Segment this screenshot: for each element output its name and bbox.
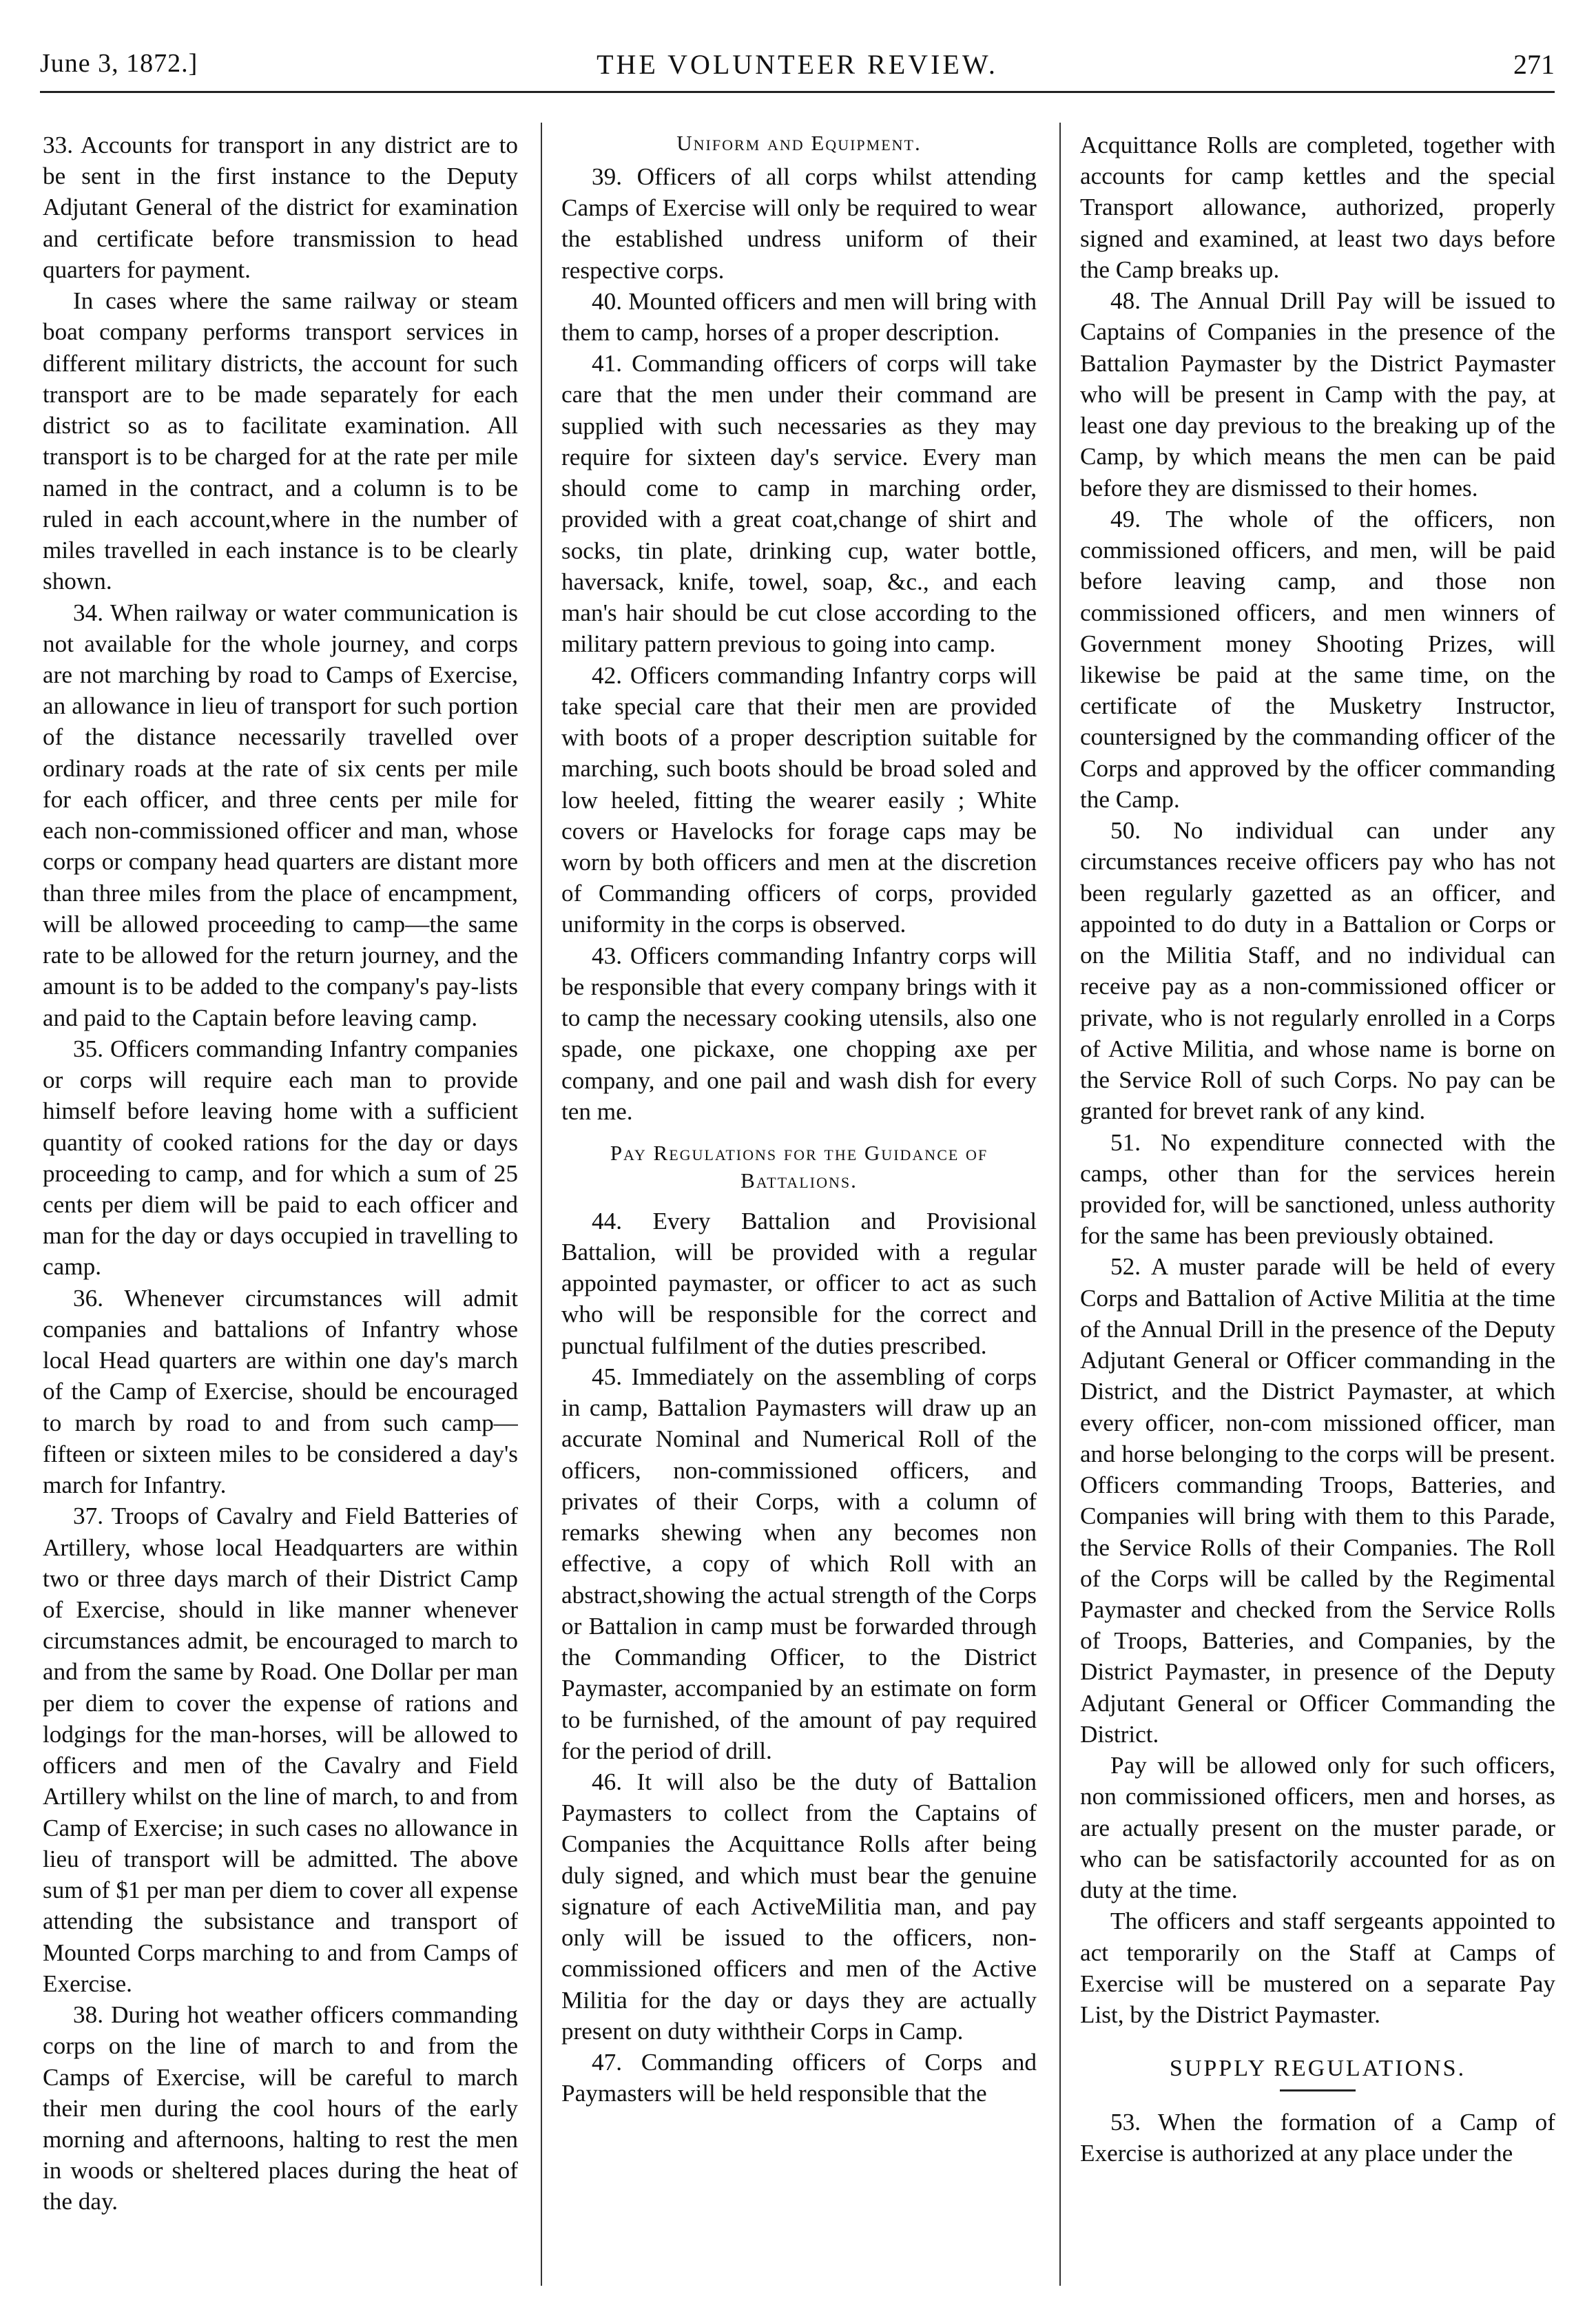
paragraph-39: 39. Officers of all corps whilst attending Camps of Exercise will only be required to wear the established undress uniform of their respective corps.	[561, 163, 1037, 284]
paragraph-44: 44. Every Battalion and Provisional Battalion, will be provided with a regular appointed paymaster, or officer to act as such who will be responsible for the correct and punctual fulfilment of the duties prescribed.	[561, 1207, 1037, 1359]
paragraph-41: 41. Commanding officers of corps will take care that the men under their command are supplied with such necessaries as they may require for sixteen day's service. Every man should come to camp in marching order, provided with a great coat,change of shirt and socks, tin plate, drinking cup, water bottle, haversack, knife, towel, soap, &c., and each man's hair should be cut close according to the military pattern previous to going into camp.	[561, 350, 1037, 658]
column-1	[43, 130, 518, 2286]
paragraph-43: 43. Officers commanding Infantry corps will be responsible that every company brings with it to camp the necessary cooking utensils, also one spade, one pickaxe, one chopping axe per company, and one pail and wash dish for every ten me.	[561, 942, 1037, 1125]
paragraph-51: 51. No expenditure connected with the camps, other than for the services herein provided for, will be sanctioned, unless authority for the same has been previously obtained.	[1080, 1128, 1555, 1250]
paragraph-48: 48. The Annual Drill Pay will be issued to Captains of Companies in the presence of the Battalion Paymaster by the District Paymaster who will be present in Camp with the pay, at least one day previous to the breaking up of the Camp, by which means the men can be paid before they are dismissed to their homes.	[1080, 287, 1555, 502]
paragraph-42: 42. Officers commanding Infantry corps will take special care that their men are provided with boots of a proper description suitable for marching, such boots should be broad soled and low heeled, fitting the wearer easily ; White covers or Havelocks for forage caps may be worn by both officers and men at the discretion of Commanding officers of corps, provided uniformity in the corps is observed.	[561, 661, 1037, 938]
header-rule	[40, 91, 1555, 93]
column-divider-2	[1059, 123, 1061, 2286]
paragraph-transport: In cases where the same railway or steam boat company performs transport services in different military districts, the account for such transport are to be made separately for each district so as to facilitate examination. All transport is to be charged for at the rate per mile named in the contract, and a column is to be ruled in each account,where in the number of miles travelled in each instance is to be clearly shown.	[43, 287, 518, 595]
paragraph-pay-allowance: Pay will be allowed only for such officers, non commissioned officers, men and horses, as are actually present on the muster parade, or who can be satisfactorily accounted for as on duty at the time.	[1080, 1752, 1555, 1904]
page-header	[40, 48, 1555, 110]
page-number: 271	[1513, 49, 1555, 80]
column-divider-1	[541, 123, 542, 2286]
section-heading-uniform: Uniform and Equipment.	[676, 131, 922, 155]
publication-title: THE VOLUNTEER REVIEW.	[597, 49, 998, 80]
paragraph-35: 35. Officers commanding Infantry companies or corps will require each man to provide himself before leaving home with a sufficient quantity of cooked rations for the day or days proceeding to camp, and for which a sum of 25 cents per diem will be paid to each officer and man for the day or days occupied in travelling to camp.	[43, 1035, 518, 1281]
paragraph-47: 47. Commanding officers of Corps and Paymasters will be held responsible that the	[561, 2049, 1037, 2107]
paragraph-staff-sergeants: The officers and staff sergeants appointed to act temporarily on the Staff at Camps of Exercise will be mustered on a separate Pay List, by the District Paymaster.	[1080, 1908, 1555, 2029]
paragraph-38: 38. During hot weather officers commanding corps on the line of march to and from the Camps of Exercise, will be careful to march their men during the cool hours of the early morning and afternoons, halting to rest the men in woods or sheltered places during the heat of the day.	[43, 2001, 518, 2215]
column-3	[1080, 130, 1555, 2286]
paragraph-34: 34. When railway or water communication is not available for the whole journey, and corps are not marching by road to Camps of Exercise, an allowance in lieu of transport for such portion of the distance necessarily travelled over ordinary roads at the rate of six cents per mile for each officer, and three cents per mile for each non-commissioned officer and man, whose corps or company head quarters are distant more than three miles from the place of encampment, will be allowed proceeding to camp—the same rate to be allowed for the return journey, and the amount is to be added to the company's pay-lists and paid to the Captain before leaving camp.	[43, 599, 518, 1031]
paragraph-36: 36. Whenever circumstances will admit companies and battalions of Infantry whose local Head quarters are within one day's march of the Camp of Exercise, should be encouraged to march by road to and from such camp—fifteen or sixteen miles to be considered a day's march for Infantry.	[43, 1284, 518, 1499]
paragraph-53: 53. When the formation of a Camp of Exercise is authorized at any place under the	[1080, 2108, 1555, 2167]
paragraph-47-continued: Acquittance Rolls are completed, together with accounts for camp kettles and the special Transport allowance, authorized, properly signed and examined, at least two days before the Camp breaks up.	[1080, 132, 1555, 283]
paragraph-50: 50. No individual can under any circumstances receive officers pay who has not been regularly gazetted as an officer, and appointed to do duty in a Battalion or Corps or on the Militia Staff, and no individual can receive pay as a non-commissioned officer or private, who is not regularly enrolled in a Corps of Active Militia, and whose name is borne on the Service Roll of such Corps. No pay can be granted for brevet rank of any kind.	[1080, 817, 1555, 1125]
issue-date: June 3, 1872.]	[40, 49, 198, 78]
paragraph-45: 45. Immediately on the assembling of corps in camp, Battalion Paymasters will draw up an accurate Nominal and Numerical Roll of the officers, non-commissioned officers, and privates of their Corps, with a column of remarks shewing when any becomes non effective, a copy of which Roll with an abstract,showing the actual strength of the Corps or Battalion in camp must be forwarded through the Commanding Officer, to the District Paymaster, accompanied by an estimate on form to be furnished, of the amount of pay required for the period of drill.	[561, 1363, 1037, 1764]
section-heading-supply: SUPPLY REGULATIONS.	[1169, 2056, 1467, 2082]
paragraph-33: 33. Accounts for transport in any district are to be sent in the first instance to the Deputy Adjutant General of the district for examination and certificate before transmission to head quarters for payment.	[43, 132, 518, 283]
section-heading-pay: Pay Regulations for the Guidance of Battalions.	[610, 1141, 988, 1192]
paragraph-49: 49. The whole of the officers, non commissioned officers, and men, will be paid before leaving camp, and those non commissioned officers, and men winners of Government money Shooting Prizes, will likewise be paid at the same time, on the certificate of the Musketry Instructor, countersigned by the commanding officer of the Corps and approved by the officer commanding the Camp.	[1080, 505, 1555, 813]
paragraph-37: 37. Troops of Cavalry and Field Batteries of Artillery, whose local Headquarters are within two or three days march of their District Camp of Exercise, should in like manner whenever circumstances admit, be encouraged to march to and from the same by Road. One Dollar per man per diem to cover the expense of rations and lodgings for the man-horses, will be allowed to officers and men of the Cavalry and Field Artillery whilst on the line of march, to and from Camp of Exercise; in such cases no allowance in lieu of transport will be admitted. The above sum of $1 per man per diem to cover all expense attending the subsistance and transport of Mounted Corps marching to and from Camps of Exercise.	[43, 1502, 518, 1997]
column-2	[561, 130, 1037, 2286]
paragraph-52: 52. A muster parade will be held of every Corps and Battalion of Active Militia at the time of the Annual Drill in the presence of the Deputy Adjutant General or Officer commanding in the District, and the District Paymaster, at which every officer, non-com missioned officer, man and horse belonging to the corps will be present. Officers commanding Troops, Batteries, and Companies will bring with them to this Parade, the Service Rolls of their Companies. The Roll of the Corps will be called by the Regimental Paymaster and checked from the Service Rolls of Troops, Batteries, and Companies, by the District Paymaster, in presence of the Deputy Adjutant General or Officer Commanding the District.	[1080, 1253, 1555, 1748]
paragraph-40: 40. Mounted officers and men will bring with them to camp, horses of a proper description.	[561, 287, 1037, 346]
paragraph-46: 46. It will also be the duty of Battalion Paymasters to collect from the Captains of Companies the Acquittance Rolls after being duly signed, and which must bear the genuine signature of each ActiveMilitia man, and pay only will be issued to the officers, non-commissioned officers and men of the Active Militia for the day or days they are actually present on duty withtheir Corps in Camp.	[561, 1768, 1037, 2045]
heading-rule	[1280, 2089, 1356, 2091]
